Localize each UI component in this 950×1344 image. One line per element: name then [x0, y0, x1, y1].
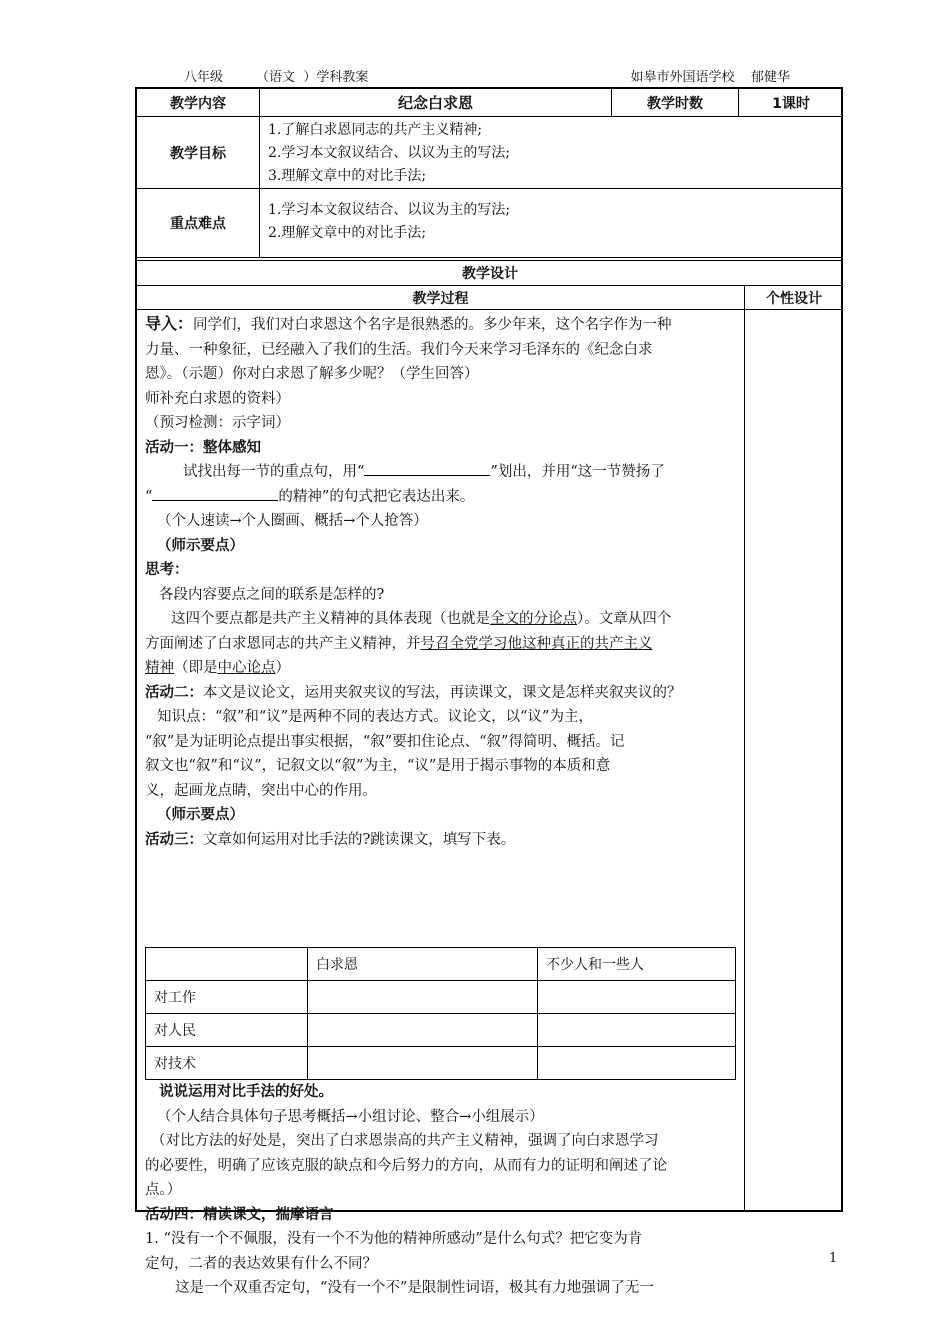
- content-value: 纪念白求恩: [259, 89, 611, 116]
- hours-label: 教学时数: [611, 89, 738, 116]
- teacher-points: （师示要点）: [157, 807, 244, 823]
- page-number: 1: [829, 1251, 838, 1266]
- teacher-points: （师示要点）: [157, 537, 244, 554]
- think-line: 各段内容要点之间的联系是怎样的?: [159, 586, 385, 603]
- goals-label: 教学目标: [137, 116, 259, 188]
- activity-2-line: 知识点：“叙”和“议”是两种不同的表达方式。议论文，以“议”为主，: [157, 709, 593, 725]
- intro-line: 力量、一种象征，已经融入了我们的生活。我们今天来学习毛泽东的《纪念白求: [145, 341, 653, 358]
- benefit-answer-line: 点。）: [145, 1182, 182, 1198]
- benefit-answer-line: 的必要性，明确了应该克服的缺点和今后努力的方向，从而有力的证明和阐述了论: [145, 1157, 667, 1174]
- comparison-header-cell: 不少人和一些人: [538, 948, 736, 981]
- table-row: [146, 981, 736, 1014]
- personal-design-header: 个性设计: [744, 285, 843, 309]
- activity-4-question-line: 定句，二者的表达效果有什么不同？: [145, 1255, 377, 1272]
- comparison-cell[interactable]: [538, 1014, 736, 1047]
- activity-2-line: 叙文也“叙”和“议”，记叙文以“叙”为主，“议”是用于揭示事物的本质和意: [145, 758, 611, 774]
- fill-blank: [364, 461, 490, 476]
- think-line: 这四个要点都是共产主义精神的具体表现（也就是全文的分论点）。文章从四个: [171, 611, 672, 627]
- benefit-method: （个人结合具体句子思考概括→小组讨论、整合→小组展示）: [157, 1108, 544, 1125]
- activity-1-heading: 活动一：整体感知: [145, 439, 261, 456]
- intro-line: 师补充白求恩的资料）: [145, 390, 290, 407]
- key-label: 重点难点: [137, 188, 259, 257]
- lesson-plan-table: [135, 87, 843, 1296]
- key-item: 2.理解文章中的对比手法;: [268, 225, 427, 241]
- activity-1-method: （个人速读→个人圈画、概括→个人抢答）: [157, 513, 428, 529]
- header-grade-subject: 八年级 （语文 ）学科教案: [184, 70, 369, 85]
- process-header: 教学过程: [137, 285, 744, 309]
- activity-1-line: “ 的精神”的句式把它表达出来。: [145, 485, 737, 510]
- comparison-cell[interactable]: [308, 981, 538, 1014]
- activity-4-heading: 活动四：精读课文，揣摩语言: [145, 1206, 334, 1223]
- header-school-author: 如皋市外国语学校 郁健华: [630, 70, 790, 85]
- comparison-row-label: 对工作: [146, 981, 308, 1014]
- goal-item: 3.理解文章中的对比手法;: [268, 168, 427, 184]
- hours-value: 1课时: [738, 89, 843, 116]
- key-list: [259, 188, 843, 257]
- comparison-cell[interactable]: [538, 1047, 736, 1080]
- think-heading: 思考：: [145, 562, 189, 578]
- benefit-answer-line: （对比方法的好处是，突出了白求恩崇高的共产主义精神，强调了向白求恩学习: [151, 1133, 659, 1149]
- think-line: 方面阐述了白求恩同志的共产主义精神，并号召全党学习他这种真正的共产主义: [145, 635, 653, 652]
- activity-4-answer-line: 这是一个双重否定句，“没有一个不”是限制性词语，极其有力地强调了无一: [175, 1280, 654, 1296]
- comparison-row-label: 对人民: [146, 1014, 308, 1047]
- activity-2-line: 义，起画龙点睛，突出中心的作用。: [145, 782, 377, 799]
- comparison-row-label: 对技术: [146, 1047, 308, 1080]
- process-content: [137, 309, 744, 1296]
- think-line: 精神（即是中心论点）: [145, 660, 290, 676]
- activity-1-line: 试找出每一节的重点句，用“ ”划出，并用“这一节赞扬了: [145, 460, 737, 485]
- table-row: [146, 1047, 736, 1080]
- goal-item: 1.了解白求恩同志的共产主义精神;: [268, 122, 483, 138]
- activity-2-line: “叙”是为证明论点提出事实根据，“叙”要扣住论点、“叙”得简明、概括。记: [145, 733, 625, 750]
- key-item: 1.学习本文叙议结合、以议为主的写法;: [268, 202, 511, 218]
- activity-3-line: 活动三：文章如何运用对比手法的?跳读课文，填写下表。: [145, 831, 516, 848]
- goals-list: [259, 116, 843, 188]
- activity-4-question-line: 1. “没有一个不佩服，没有一个不为他的精神所感动”是什么句式？把它变为肯: [145, 1231, 643, 1247]
- comparison-header-cell: [146, 948, 308, 981]
- design-title: 教学设计: [462, 266, 518, 282]
- comparison-table: [145, 947, 736, 1080]
- comparison-cell[interactable]: [538, 981, 736, 1014]
- intro-line: 导入：同学们，我们对白求恩这个名字是很熟悉的。多少年来，这个名字作为一种: [145, 314, 672, 333]
- table-row: [146, 1014, 736, 1047]
- page-header: [140, 66, 840, 86]
- content-label: 教学内容: [170, 95, 226, 112]
- intro-line: 恩》。（示题）你对白求恩了解多少呢？（学生回答）: [145, 366, 479, 382]
- comparison-cell[interactable]: [308, 1014, 538, 1047]
- intro-line: （预习检测：示字词）: [145, 415, 290, 431]
- activity-2-line: 活动二：本文是议论文，运用夹叙夹议的写法，再读课文，课文是怎样夹叙夹议的？: [145, 684, 682, 701]
- goal-item: 2.学习本文叙议结合、以议为主的写法;: [268, 145, 511, 161]
- personal-design-column[interactable]: [744, 309, 843, 1212]
- fill-blank: [152, 486, 278, 501]
- benefit-question: 说说运用对比手法的好处。: [159, 1084, 333, 1100]
- comparison-cell[interactable]: [308, 1047, 538, 1080]
- comparison-header-cell: 白求恩: [308, 948, 538, 981]
